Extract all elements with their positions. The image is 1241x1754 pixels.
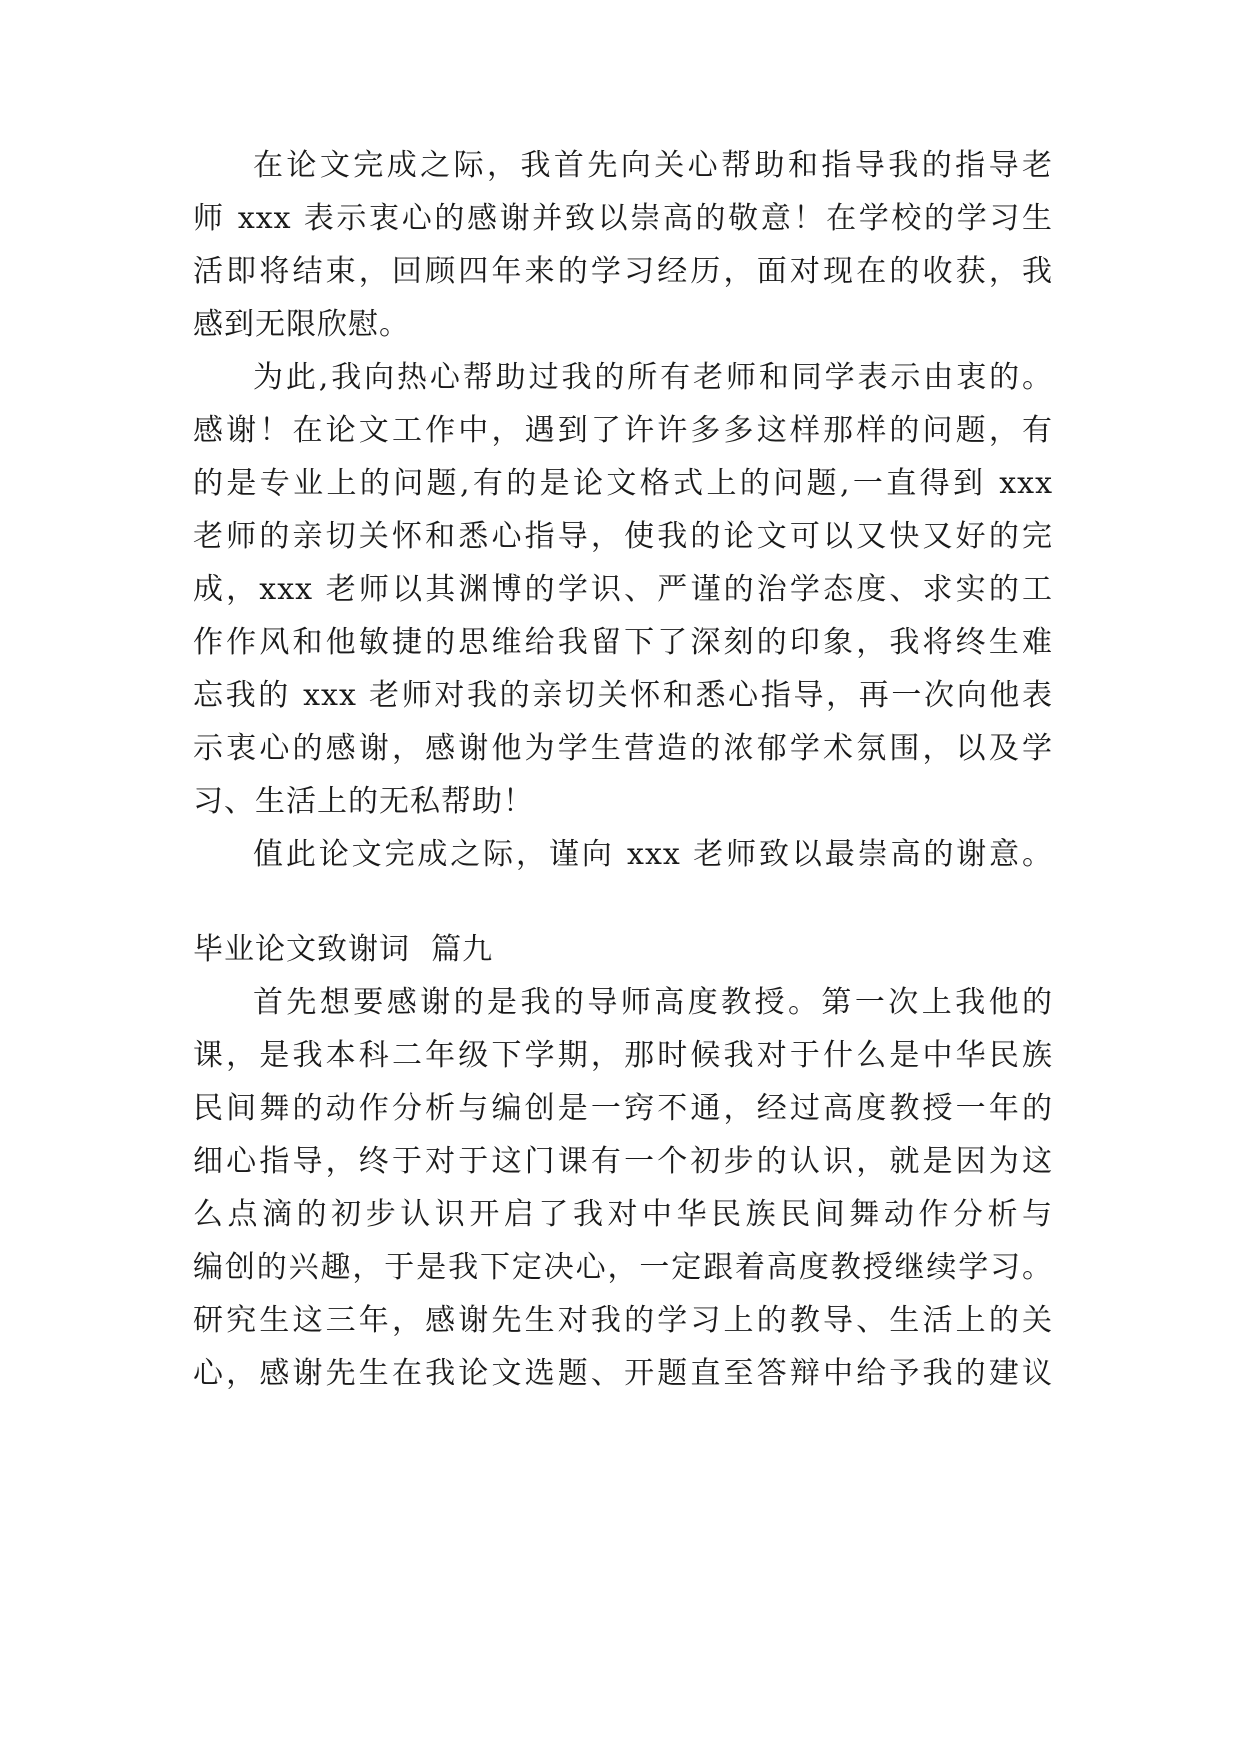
paragraph-line: 课，是我本科二年级下学期，那时候我对于什么是中华民族	[193, 1038, 1053, 1073]
paragraph-line: 师 xxx 表示衷心的感谢并致以崇高的敬意！在学校的学习生	[193, 201, 1053, 236]
paragraph-line: 作作风和他敏捷的思维给我留下了深刻的印象，我将终生难	[193, 625, 1053, 660]
paragraph-line: 活即将结束，回顾四年来的学习经历，面对现在的收获，我	[193, 254, 1053, 289]
paragraph-line: 在论文完成之际，我首先向关心帮助和指导我的指导老	[253, 148, 1053, 183]
paragraph-line: 研究生这三年，感谢先生对我的学习上的教导、生活上的关	[193, 1303, 1053, 1338]
paragraph-line: 为此,我向热心帮助过我的所有老师和同学表示由衷的。	[253, 360, 1053, 395]
paragraph-line: 细心指导，终于对于这门课有一个初步的认识，就是因为这	[193, 1144, 1053, 1179]
paragraph-line: 成，xxx 老师以其渊博的学识、严谨的治学态度、求实的工	[193, 572, 1053, 607]
paragraph-line: 习、生活上的无私帮助！	[193, 784, 534, 819]
section-heading: 毕业论文致谢词 篇九	[193, 932, 494, 967]
paragraph-line: 心，感谢先生在我论文选题、开题直至答辩中给予我的建议	[193, 1356, 1053, 1391]
paragraph-line: 值此论文完成之际，谨向 xxx 老师致以最崇高的谢意。	[253, 837, 1053, 872]
paragraph-line: 首先想要感谢的是我的导师高度教授。第一次上我他的	[253, 985, 1053, 1020]
paragraph-line: 感谢！在论文工作中，遇到了许许多多这样那样的问题，有	[193, 413, 1053, 448]
paragraph-line: 忘我的 xxx 老师对我的亲切关怀和悉心指导，再一次向他表	[193, 678, 1053, 713]
paragraph-line: 示衷心的感谢，感谢他为学生营造的浓郁学术氛围，以及学	[193, 731, 1053, 766]
paragraph-line: 么点滴的初步认识开启了我对中华民族民间舞动作分析与	[193, 1197, 1053, 1232]
paragraph-line: 编创的兴趣，于是我下定决心，一定跟着高度教授继续学习。	[193, 1250, 1053, 1285]
paragraph-line: 老师的亲切关怀和悉心指导，使我的论文可以又快又好的完	[193, 519, 1053, 554]
paragraph-line: 的是专业上的问题,有的是论文格式上的问题,一直得到 xxx	[193, 466, 1053, 501]
paragraph-line: 民间舞的动作分析与编创是一窍不通，经过高度教授一年的	[193, 1091, 1053, 1126]
paragraph-line: 感到无限欣慰。	[193, 307, 410, 342]
